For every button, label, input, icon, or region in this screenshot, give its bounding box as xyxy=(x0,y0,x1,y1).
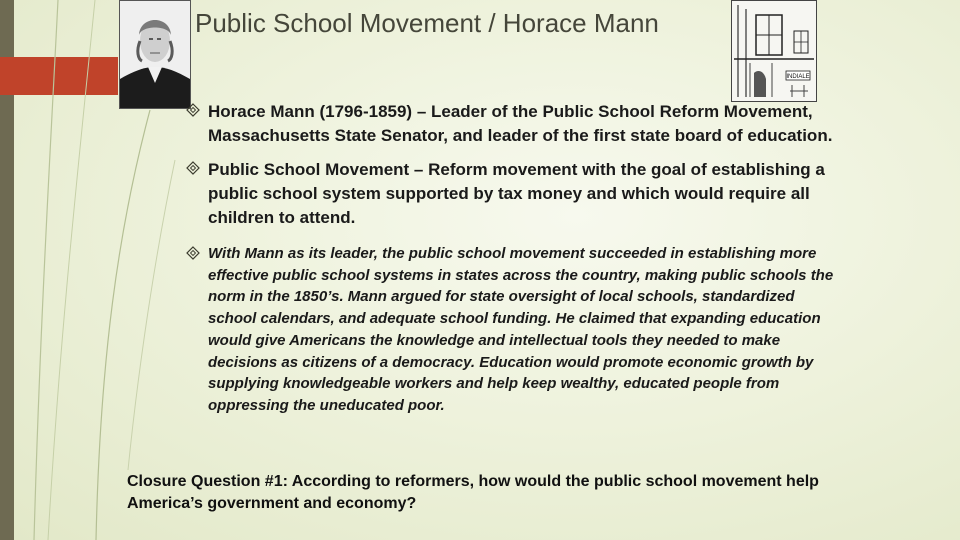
bullet-item-horace-mann xyxy=(186,100,834,148)
diamond-bullet-icon xyxy=(186,161,200,175)
bullet-text: With Mann as its leader, the public school movement succeeded in establishing more effective public school systems in states across the country, making public schools the norm in the 1850’s. Mann argued for state oversight of local schools, standardized school calendars, and adequate school funding. He claimed that expanding education would give Americans the knowledge and intellectual tools they needed to make decisions as citizens of a democracy. Education would promote economic growth by supplying knowledgeable workers and help keep wealthy, educated people from oppressing the uneducated poor. xyxy=(208,245,834,414)
schoolhouse-sketch xyxy=(731,0,817,102)
horace-mann-portrait xyxy=(119,0,191,109)
closure-question: Closure Question #1: According to reformers, how would the public school movement help America’s government and economy? xyxy=(127,473,819,512)
diamond-bullet-icon xyxy=(186,103,200,117)
bullet-text: Horace Mann (1796-1859) – Leader of the Public School Reform Movement, Massachusetts State Senator, and leader of the first state board of education. xyxy=(208,102,833,145)
sketch-sign-text: INDIALE xyxy=(786,74,810,80)
diamond-bullet-icon xyxy=(186,246,200,260)
bullet-item-mann-leadership xyxy=(186,243,834,417)
bullet-item-public-school-movement xyxy=(186,158,834,230)
bullet-list xyxy=(186,100,834,417)
slide-title: Public School Movement / Horace Mann xyxy=(195,8,659,38)
bullet-text: Public School Movement – Reform movement with the goal of establishing a public school system supported by tax money and which would require all children to attend. xyxy=(208,160,825,227)
